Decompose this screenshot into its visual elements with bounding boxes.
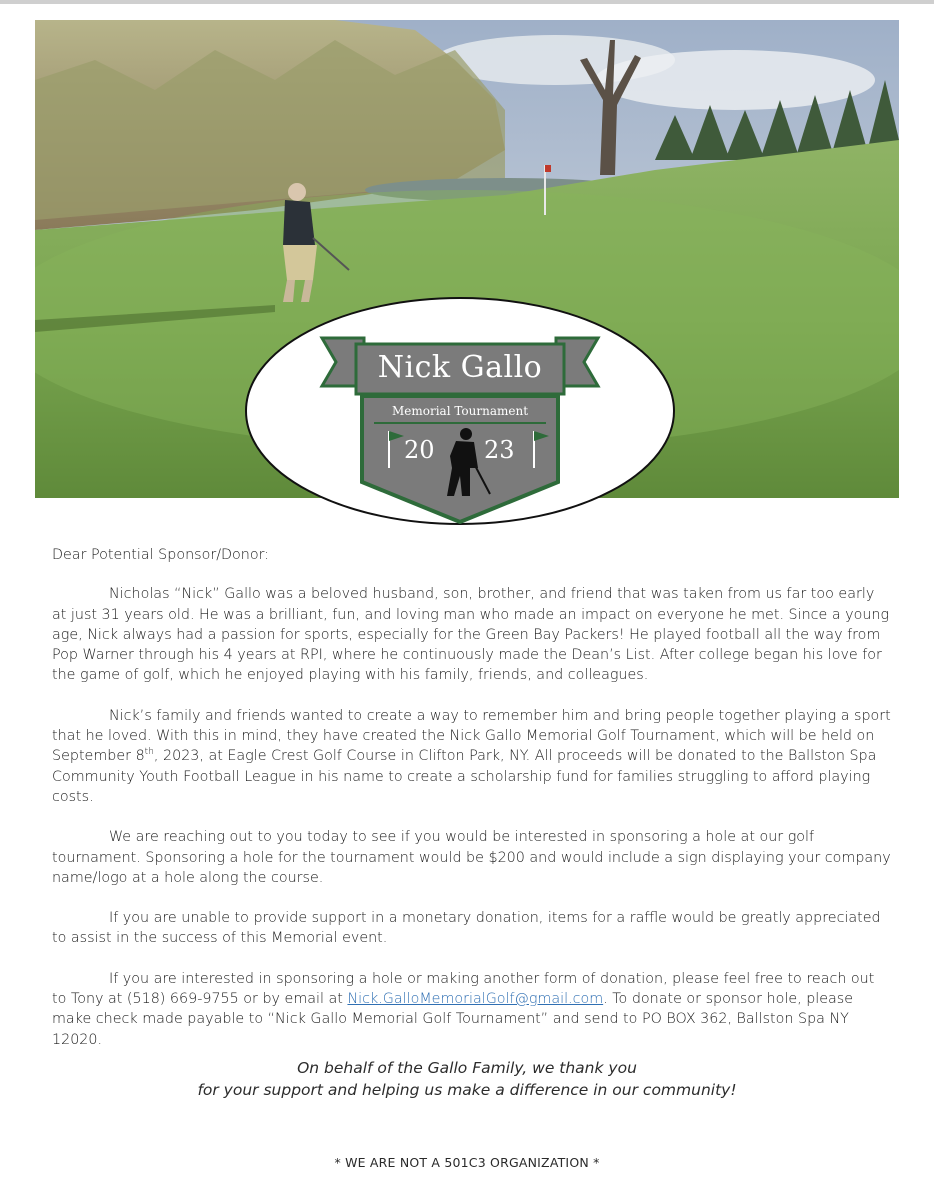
logo-title: Nick Gallo [377, 350, 543, 385]
closing-line-1: On behalf of the Gallo Family, we thank you [297, 1059, 637, 1077]
closing-message [0, 1057, 934, 1101]
ordinal-suffix: th [144, 747, 154, 758]
top-border [0, 0, 934, 4]
paragraph-tournament-text-b: , 2023, at Eagle Crest Golf Course in Clifton Park, NY. All proceeds will be donated to the Ballston Spa Community Youth Football League in his name to create a scholarship fund for families struggling to afford playing costs. [52, 748, 877, 805]
logo-year-left: 20 [404, 436, 435, 464]
paragraph-contact-text-b: . To donate or sponsor hole, please make check made payable to “Nick Gallo Memorial Golf Tournament” and send to PO BOX 362, Ballston Spa NY 12020. [52, 991, 854, 1048]
paragraph-tournament-text-a: Nick’s family and friends wanted to create a way to remember him and bring people together playing a sport that he loved. With this in mind, they have created the Nick Gallo Memorial Golf Tournament, which will be held on September 8 [52, 707, 891, 765]
paragraph-sponsorship: We are reaching out to you today to see if you would be interested in sponsoring a hole at our golf tournament. Sponsoring a hole for the tournament would be $200 and would include a sign displaying your company name/logo at a hole along the course. [52, 829, 891, 886]
logo-subtitle: Memorial Tournament [391, 404, 529, 418]
paragraph-intro: Nicholas “Nick” Gallo was a beloved husband, son, brother, and friend that was taken from us far too early at just 31 years old. He was a brilliant, fun, and loving man who made an impact on everyone he met. Since a young age, Nick always had a passion for sports, especially for the Green Bay Packers! He played football all the way from Pop Warner through his 4 years at RPI, where he continuously made the Dean’s List. After college began his love for the game of golf, which he enjoyed playing with his family, friends, and colleagues. [52, 586, 890, 684]
logo-year-right: 23 [484, 436, 515, 464]
letter-body [52, 545, 892, 1070]
paragraph-tournament [52, 706, 892, 807]
paragraph-raffle: If you are unable to provide support in a monetary donation, items for a raffle would be greatly appreciated to assist in the success of this Memorial event. [52, 910, 881, 947]
paragraph-contact-text-a: If you are interested in sponsoring a hole or making another form of donation, please feel free to reach out to Tony at (518) 669-9755 or by email at [52, 970, 875, 1008]
salutation: Dear Potential Sponsor/Donor: [52, 547, 270, 563]
closing-line-2: for your support and helping us make a difference in our community! [197, 1081, 737, 1099]
disclaimer: * WE ARE NOT A 501C3 ORGANIZATION * [334, 1155, 600, 1170]
tournament-logo [244, 296, 676, 526]
email-link[interactable]: Nick.GalloMemorialGolf@gmail.com [347, 991, 604, 1008]
paragraph-contact [52, 969, 892, 1050]
